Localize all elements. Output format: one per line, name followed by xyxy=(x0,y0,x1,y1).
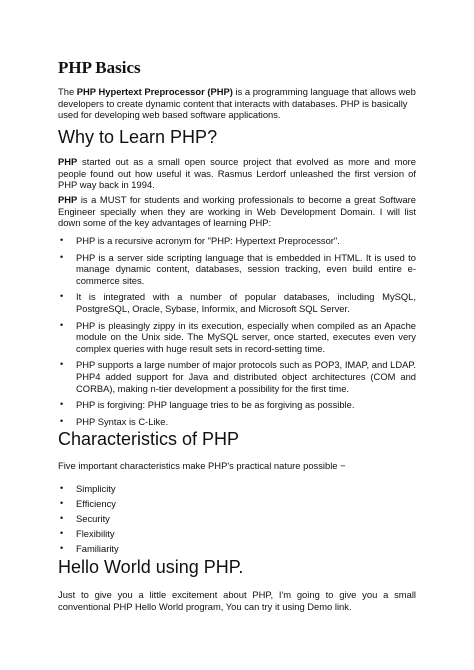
characteristics-heading: Characteristics of PHP xyxy=(58,429,240,449)
bullet-icon: • xyxy=(60,512,64,523)
hello-heading: Hello World using PHP. xyxy=(58,557,244,577)
bullet-icon: • xyxy=(60,359,64,370)
bullet-icon: • xyxy=(60,235,64,245)
bullet-icon: • xyxy=(60,251,64,262)
list-item: • PHP is a server side scripting language that is embedded in HTML. It is used to manage dynamic content, databases, session tracking, even build entire e-commerce sites. xyxy=(60,251,416,286)
list-item: • Flexibility xyxy=(60,527,115,539)
characteristics-intro: Five important characteristics make PHP's practical nature possible − xyxy=(58,460,346,471)
why-heading: Why to Learn PHP? xyxy=(58,127,218,147)
list-item: • PHP supports a large number of major protocols such as POP3, IMAP, and LDAP. PHP4 added support for Java and distributed object architectures (COM and CORBA), making n-tier development a possibility for the first time. xyxy=(60,359,416,394)
bullet-icon: • xyxy=(60,542,64,553)
list-item: • PHP is a recursive acronym for "PHP: Hypertext Preprocessor". xyxy=(60,235,340,246)
intro-lead: The xyxy=(58,86,77,97)
list-item: • PHP is pleasingly zippy in its execution, especially when compiled as an Apache module on the Unix side. The MySQL server, once started, executes even very complex queries with huge result sets in record-setting time. xyxy=(60,319,416,354)
intro-paragraph xyxy=(58,86,416,121)
bullet-icon: • xyxy=(60,527,64,538)
bullet-icon: • xyxy=(60,399,64,410)
hello-paragraph: Just to give you a little excitement about PHP, I'm going to give you a small conventional PHP Hello World program, You can try it using Demo link. xyxy=(58,589,416,612)
bullet-icon: • xyxy=(60,415,64,426)
bullet-icon: • xyxy=(60,291,64,302)
list-item: • PHP is forgiving: PHP language tries to be as forgiving as possible. xyxy=(60,399,355,411)
advantages-list xyxy=(58,235,416,427)
why-p1-bold: PHP xyxy=(58,156,78,167)
page-title: PHP Basics xyxy=(58,58,141,77)
why-paragraph-2 xyxy=(58,194,416,229)
list-item: • Efficiency xyxy=(60,497,116,509)
intro-rest: is a programming language that allows web developers to create dynamic content that interacts with databases. PHP is basically used for developing web based software applications. xyxy=(58,86,416,121)
why-p2-text: is a MUST for students and working professionals to become a great Software Engineer specially when they are working in Web Development Domain. I will list down some of the key advantages of learning PHP: xyxy=(58,194,416,229)
why-p1-text: started out as a small open source project that evolved as more and more people found out how useful it was. Rasmus Lerdorf unleashed the first version of PHP way back in 1994. xyxy=(58,156,416,191)
list-item: • Familiarity xyxy=(60,542,119,554)
list-item: • Security xyxy=(60,512,110,524)
bullet-icon: • xyxy=(60,319,64,330)
why-p2-bold: PHP xyxy=(58,194,78,205)
list-item: • PHP Syntax is C-Like. xyxy=(60,415,169,427)
list-item: • Simplicity xyxy=(60,483,116,494)
characteristics-list xyxy=(58,483,416,555)
bullet-icon: • xyxy=(60,497,64,508)
bullet-icon: • xyxy=(60,483,64,493)
list-item: • It is integrated with a number of popular databases, including MySQL, PostgreSQL, Oracle, Sybase, Informix, and Microsoft SQL Server. xyxy=(60,291,416,314)
intro-bold-term: PHP Hypertext Preprocessor (PHP) xyxy=(76,86,233,97)
why-paragraph-1 xyxy=(58,156,416,191)
